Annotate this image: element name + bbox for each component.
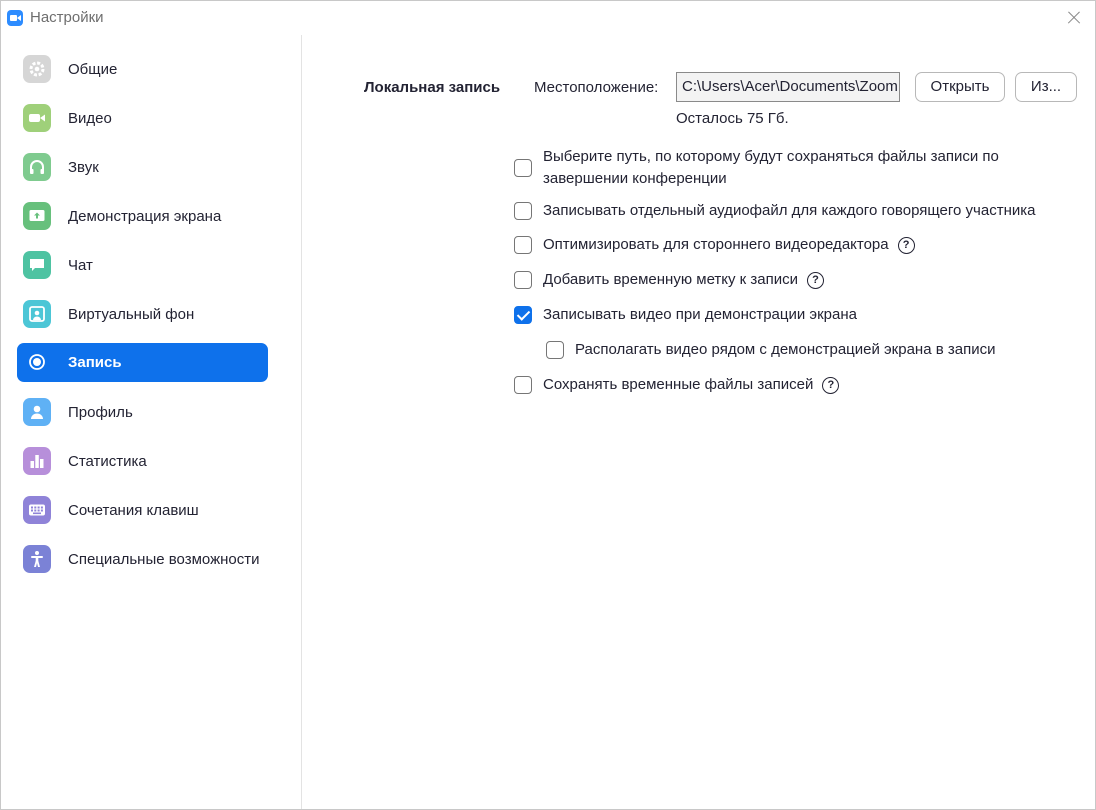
bar-chart-icon (23, 447, 51, 475)
help-icon[interactable]: ? (898, 237, 915, 254)
disk-space-left: Осталось 75 Гб. (676, 110, 789, 127)
zoom-logo-icon (7, 10, 23, 26)
sidebar-item-accessibility[interactable] (17, 540, 268, 579)
sidebar-item-general[interactable] (17, 50, 268, 89)
sidebar-item-statistics[interactable] (17, 442, 268, 481)
sidebar-item-label: Статистика (68, 453, 147, 470)
sidebar-item-label: Чат (68, 257, 93, 274)
title-bar (1, 1, 1095, 35)
keyboard-icon (23, 496, 51, 524)
sidebar-item-label: Профиль (68, 404, 133, 421)
sidebar-item-label: Демонстрация экрана (68, 208, 222, 225)
sidebar-item-label: Виртуальный фон (68, 306, 195, 323)
sidebar-item-audio[interactable] (17, 148, 268, 187)
option-label: Располагать видео рядом с демонстрацией экрана в записи (575, 341, 996, 358)
help-icon[interactable]: ? (807, 272, 824, 289)
gear-icon (23, 55, 51, 83)
virtual-background-icon (23, 300, 51, 328)
sidebar-item-label: Сочетания клавиш (68, 502, 199, 519)
sidebar-item-label: Звук (68, 159, 99, 176)
checkbox-video-next-to-share[interactable] (546, 341, 564, 359)
sidebar-item-label: Специальные возможности (68, 551, 260, 568)
option-label: Добавить временную метку к записи ? (543, 269, 824, 291)
close-icon[interactable] (1061, 5, 1087, 31)
recording-path-field[interactable]: C:\Users\Acer\Documents\Zoom (676, 72, 900, 102)
help-icon[interactable]: ? (822, 377, 839, 394)
sidebar-item-label: Запись (68, 354, 122, 371)
sidebar-item-label: Видео (68, 110, 112, 127)
person-icon (23, 398, 51, 426)
open-folder-button[interactable]: Открыть (915, 72, 1005, 102)
sidebar-item-keyboard-shortcuts[interactable] (17, 491, 268, 530)
option-label: Выберите путь, по которому будут сохраняться файлы записи по завершении конференции (543, 148, 999, 187)
checkbox-add-timestamp[interactable] (514, 271, 532, 289)
option-label: Записывать отдельный аудиофайл для каждого говорящего участника (543, 202, 1036, 219)
sidebar-item-chat[interactable] (17, 246, 268, 285)
settings-sidebar (1, 35, 302, 809)
checkbox-choose-path[interactable] (514, 159, 532, 177)
checkbox-optimize-editor[interactable] (514, 236, 532, 254)
window-title: Настройки (30, 9, 104, 26)
checkbox-separate-audio[interactable] (514, 202, 532, 220)
location-label: Местоположение: (534, 79, 659, 96)
change-folder-button[interactable]: Из... (1015, 72, 1077, 102)
sidebar-item-profile[interactable] (17, 393, 268, 432)
section-title-local-recording: Локальная запись (364, 79, 501, 96)
checkbox-keep-temp-files[interactable] (514, 376, 532, 394)
headphones-icon (23, 153, 51, 181)
option-label: Сохранять временные файлы записей ? (543, 374, 839, 396)
sidebar-item-recording[interactable] (17, 343, 268, 382)
record-icon (23, 348, 51, 376)
checkbox-record-video-share[interactable] (514, 306, 532, 324)
sidebar-item-virtual-background[interactable] (17, 295, 268, 334)
video-camera-icon (23, 104, 51, 132)
option-label: Оптимизировать для стороннего видеоредактора ? (543, 234, 915, 256)
accessibility-icon (23, 545, 51, 573)
sidebar-item-share-screen[interactable] (17, 197, 268, 236)
sidebar-item-video[interactable] (17, 99, 268, 138)
recording-settings-panel (303, 35, 1095, 809)
share-screen-icon (23, 202, 51, 230)
chat-bubble-icon (23, 251, 51, 279)
sidebar-item-label: Общие (68, 61, 118, 78)
option-label: Записывать видео при демонстрации экрана (543, 306, 857, 323)
